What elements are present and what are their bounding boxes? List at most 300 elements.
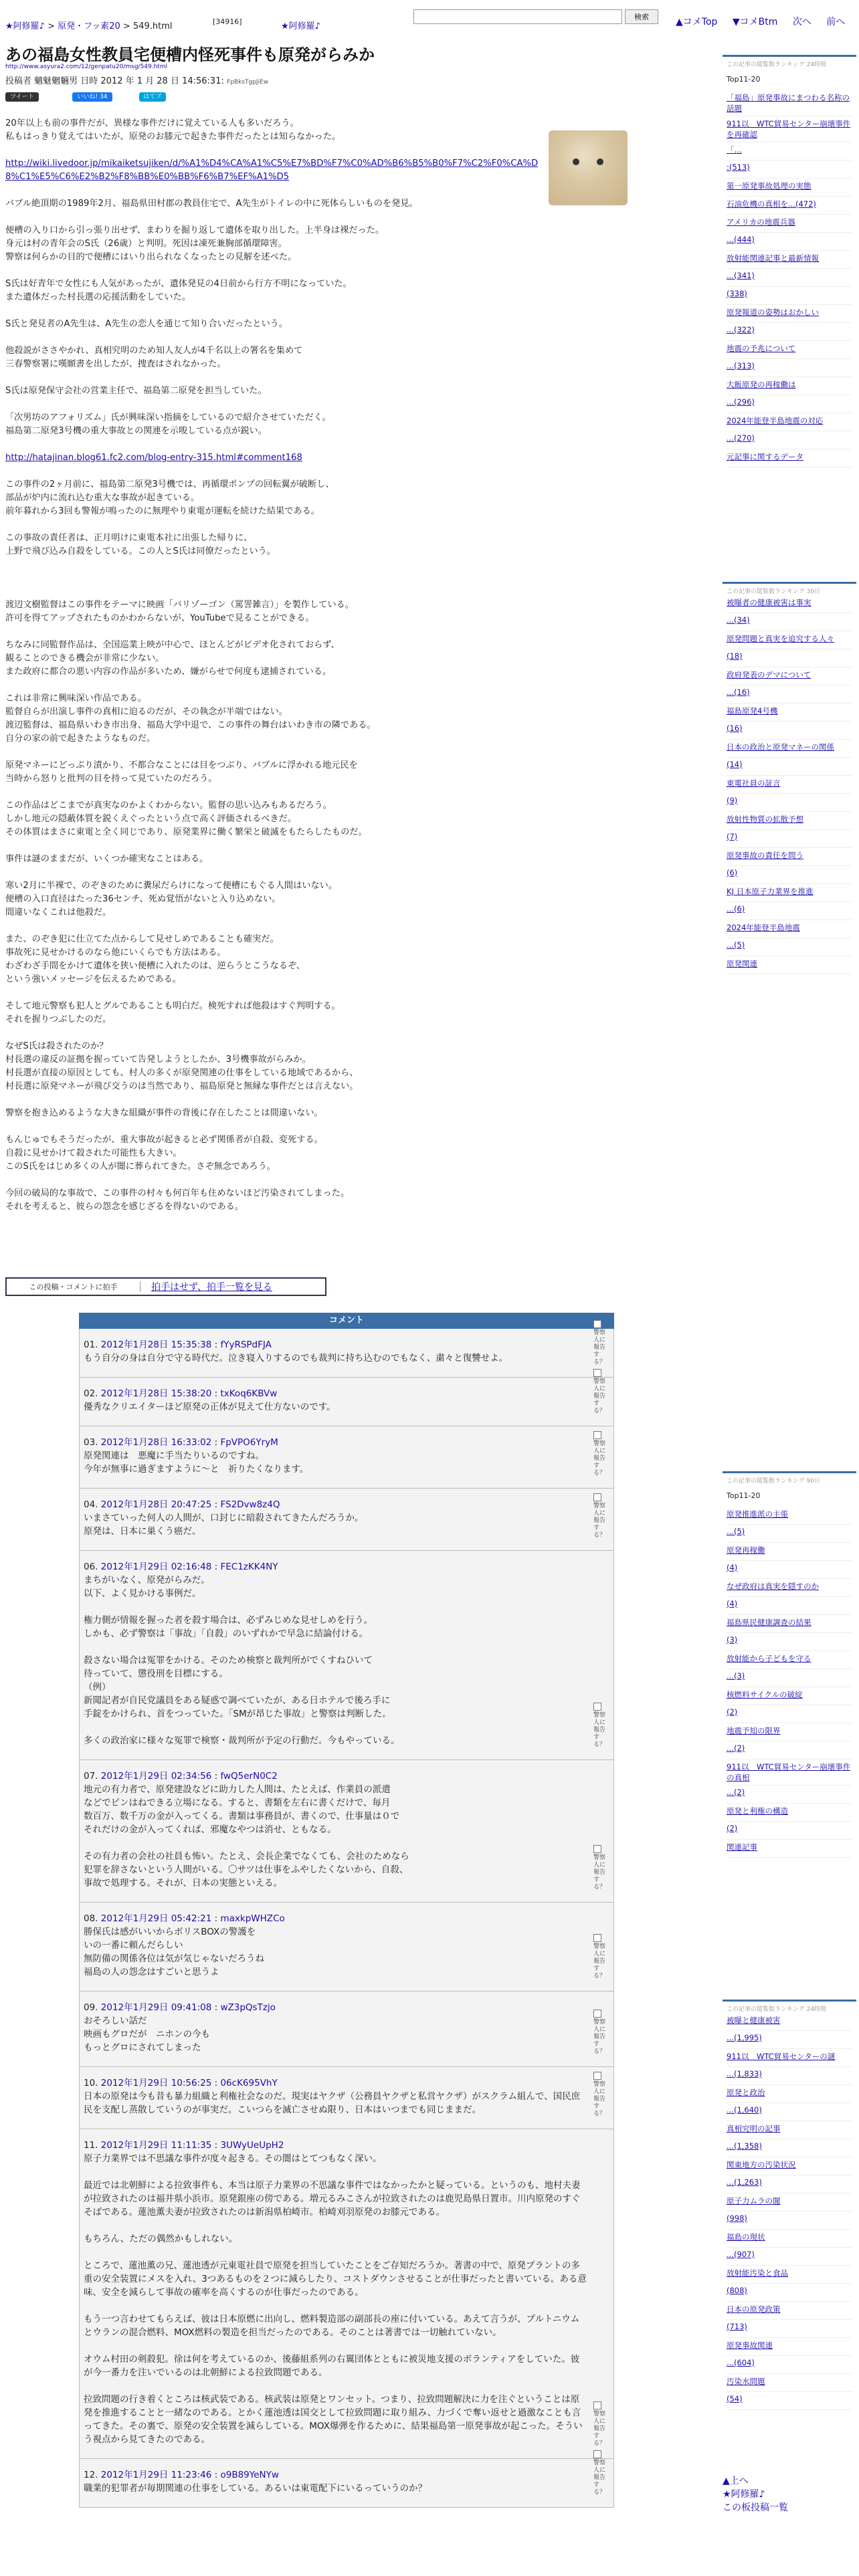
ranking-item[interactable] [727, 956, 852, 974]
ranking-item-link[interactable]: 日本の政治と原発マネーの関係 [727, 742, 834, 752]
ranking-item-link[interactable]: (7) [727, 832, 738, 841]
ranking-item-link[interactable]: ...(16) [727, 687, 750, 697]
comment-body: まちがいなく、原発がらみだ。 以下、よく見かける事例だ。 権力側が情報を握った者を殺す場合は、必ずみじめな見せしめを行う。 しかも、必ず警察は「事故」「自殺」のいずれかで早急に結論付ける。 殺さない場合は冤罪をかける。そのため検察と裁判所がでくすねひいて 待っていて、懲役刑を目標にする。 （例） 新聞記者が自民党議員をある疑惑で調べていたが、ある日ホテルで後ろ手に 手錠をかけられ、首をつっていた。「SMが昂じた事故」と警察は判断した。 多くの政治家に様々な冤罪で検察・裁判所が予定の行動だ。今もやっている。 [84, 1575, 400, 1746]
ranking-item-link[interactable]: (9) [727, 796, 738, 805]
ranking-item-link[interactable]: 被曝と健康被害 [727, 2016, 781, 2025]
ranking-item-link[interactable]: (2) [727, 1707, 738, 1717]
ranking-item-link[interactable]: 放射能関連記事と最新情報 [727, 253, 819, 263]
ranking-item-link[interactable]: ...(5) [727, 1527, 745, 1536]
ranking-item-link[interactable]: ...(270) [727, 433, 755, 443]
breadcrumb-file: 549.html [132, 21, 173, 31]
report-control[interactable] [593, 1320, 611, 1366]
comment-date-link[interactable]: 2012年1月29日 11:11:35 [100, 2140, 212, 2151]
back-to-top-link[interactable]: ▲上へ [723, 2476, 749, 2486]
ranking-item[interactable] [727, 142, 852, 160]
ranking-item-link[interactable]: KJ 日本原子力業界を推進 [727, 887, 814, 896]
ranking-item-link[interactable]: 日本の原発政策 [727, 2304, 781, 2314]
footer-home-link[interactable]: ★阿修羅♪ [723, 2489, 765, 2500]
ranking-item[interactable] [727, 830, 852, 848]
illustration-eye-left [573, 158, 579, 165]
ranking-item[interactable] [727, 2031, 852, 2049]
ranking-item-link[interactable]: ...(341) [727, 271, 755, 280]
ranking-item[interactable] [727, 2175, 852, 2193]
ranking-item-link[interactable]: 放射性物質の拡散予想 [727, 815, 803, 824]
comment-author-id[interactable]: maxkpWHZCo [220, 1913, 285, 1924]
report-label: 警察人に報告する？ [593, 1943, 606, 1979]
ranking-item[interactable] [727, 2266, 852, 2284]
report-checkbox[interactable] [593, 1703, 601, 1711]
report-label: 警察人に報告する？ [593, 2460, 606, 2496]
breadcrumb: ★阿修羅♪ > 原発・フッ素20 > 549.html [5, 21, 173, 31]
report-checkbox[interactable] [593, 2072, 601, 2080]
ranking-item-link[interactable]: (338) [727, 289, 747, 298]
ranking-item-link[interactable]: ...(1,640) [727, 2105, 762, 2115]
comment-author-id[interactable]: wZ3pQsTzjo [220, 2002, 276, 2013]
ranking-caption: この記事の閲覧数ランキング 24時間 [727, 62, 827, 68]
comment-number: 10. [84, 2078, 98, 2088]
ranking-item[interactable] [727, 116, 852, 142]
ranking-item[interactable] [727, 2320, 852, 2338]
report-control[interactable] [593, 2450, 611, 2496]
comment-number: 06. [84, 1562, 98, 1572]
ranking-item[interactable] [727, 1651, 852, 1669]
report-checkbox[interactable] [593, 1320, 601, 1328]
ranking-item[interactable] [727, 685, 852, 704]
article-paragraph: もんじゅでもそうだったが、重大事故が起きると必ず関係者が自殺、変死する。 自殺に見せかけて殺された可能性も大きい。 このS氏をはじめ多くの人が闇に葬られてきた。さぞ無念であろう。 [5, 1135, 323, 1172]
report-control[interactable] [593, 2401, 611, 2448]
ranking-item[interactable] [727, 631, 852, 649]
ranking-item-link[interactable]: 福島の現状 [727, 2232, 765, 2242]
breadcrumb-board[interactable]: 原発・フッ素20 [58, 21, 120, 31]
comment-date-link[interactable]: 2012年1月28日 16:33:02 [100, 1437, 212, 1448]
ranking-item[interactable] [727, 233, 852, 251]
ranking-item[interactable] [727, 1741, 852, 1759]
ranking-item[interactable] [727, 722, 852, 740]
comment-author-id[interactable]: o9B89YeNYw [220, 2470, 279, 2480]
ranking-item-link[interactable]: :(513) [727, 163, 750, 172]
comment-body: 勝保氏は感がいいからボリスBOXの警護を いの一番に頼んだらしい 無防備の関係各位は気が気じゃないだろうね 福島の人の怨念はすごいと思うよ [84, 1927, 264, 1977]
ranking-item-link[interactable]: 「… [727, 145, 742, 154]
article-paragraph: 警察を抱き込めるような大きな組織が事件の背後に存在したことは間違いない。 [5, 1108, 323, 1118]
ranking-item-link[interactable]: 関連記事 [727, 1842, 757, 1852]
ranking-item[interactable] [727, 287, 852, 305]
ranking-item-link[interactable]: ...(1,995) [727, 2033, 762, 2042]
ranking-list [727, 2013, 852, 2410]
report-checkbox[interactable] [593, 1431, 601, 1439]
ranking-item-link[interactable]: ...(296) [727, 397, 755, 407]
ranking-item-link[interactable]: ...(5) [727, 940, 745, 950]
ranking-item[interactable] [727, 812, 852, 830]
comment-author-id[interactable]: 3UWyUeUpH2 [220, 2140, 284, 2151]
search-input[interactable] [413, 9, 622, 24]
report-label: 警察人に報告する？ [593, 1378, 606, 1414]
ranking-item-link[interactable]: 福島原発4号機 [727, 706, 778, 716]
ranking-item[interactable] [727, 2121, 852, 2139]
clap-box [5, 1277, 326, 1296]
ranking-item-link[interactable]: 911以 WTC貿易センター崩壊事件の真相 [727, 1762, 851, 1782]
ranking-item[interactable] [727, 2338, 852, 2356]
post-id: FpBksTgpJiEw [227, 79, 269, 86]
ranking-item[interactable] [727, 1840, 852, 1858]
comment [79, 2459, 614, 2508]
ranking-item-link[interactable]: 原発事故関連 [727, 2341, 773, 2350]
comment-header: 10. 2012年1月29日 10:56:25 : 06cK695VhY [84, 2078, 278, 2088]
comment-bottom-link[interactable]: ▼コメBtm [732, 17, 778, 27]
comment-body: 優秀なクリエイターほど原発の正体が見えて仕方ないのです。 [84, 1402, 336, 1412]
prev-link[interactable]: 前へ [826, 17, 846, 27]
comment-header: 09. 2012年1月29日 09:41:08 : wZ3pQsTzjo [84, 2002, 276, 2013]
ranking-item-link[interactable]: ...(1,263) [727, 2177, 762, 2187]
ranking-item[interactable] [727, 2248, 852, 2266]
comment-body: 日本の原発は今も昔も暴力組織と利権社会なのだ。現実はヤクザ（公務員ヤクザと私営ヤクザ）がスクラム組んで、国民庶民を支配し蒸散していうのが事実だ。こいつらを滅亡させぬ限り、日本はいつまでも同じままだ。 [84, 2091, 581, 2115]
comment-author-id[interactable]: FEC1zKK4NY [220, 1562, 278, 1572]
report-control[interactable] [593, 1934, 611, 1980]
article-link[interactable]: http://hatajinan.blog61.fc2.com/blog-entry-315.html#comment168 [5, 453, 302, 463]
ranking-item[interactable] [727, 1804, 852, 1822]
ranking-item[interactable] [727, 884, 852, 902]
ranking-item-link[interactable]: (808) [727, 2286, 747, 2295]
ranking-item[interactable] [727, 667, 852, 685]
ranking-item[interactable] [727, 938, 852, 956]
article-paragraph: 原発マネーにどっぷり漬かり、不都合なことには目をつぶり、バブルに浮かれる地元民を 当時から怒りと批判の目を持って見ていたのだろう。 [5, 760, 358, 784]
report-control[interactable] [593, 2010, 611, 2056]
ranking-item[interactable] [727, 2067, 852, 2085]
sidebar-ranking-block [723, 2000, 856, 2413]
article-paragraph: 他殺説がささやかれ、真相究明のため知人友人が4千名以上の署名を集めて 三春警察署に嘆願書を出したが、捜査はされなかった。 [5, 346, 303, 369]
ranking-item[interactable] [727, 197, 852, 215]
clap-label[interactable]: この投稿・コメントに拍手 [7, 1281, 140, 1292]
like-button[interactable]: いいね! 34 [72, 92, 112, 102]
ranking-item[interactable] [727, 2230, 852, 2248]
report-control[interactable] [593, 1431, 611, 1477]
comment-date-link[interactable]: 2012年1月28日 15:35:38 [100, 1339, 212, 1350]
ranking-item[interactable] [727, 2193, 852, 2212]
ranking-item[interactable] [727, 2013, 852, 2031]
comment-body: 職業的犯罪者が毎期関連の仕事をしている。あるいは東電配下にいるっていうのか？ [84, 2483, 427, 2494]
article-paragraph: この事件の2ヶ月前に、福島第二原発3号機では、再循環ポンプの回転翼が破断し、 部品が炉内に流れ込む重大な事故が起きている。 前年暮れから3回も警報が鳴ったのに無理やり東電が運転を続けた結果である。 [5, 479, 335, 516]
ranking-item-link[interactable]: ...(907) [727, 2250, 755, 2259]
ranking-item[interactable] [727, 1687, 852, 1705]
report-label: 警察人に報告する？ [593, 1854, 606, 1891]
ranking-item[interactable] [727, 449, 852, 467]
ranking-item[interactable] [727, 2392, 852, 2410]
illustration-eye-right [597, 158, 603, 165]
ranking-item-link[interactable]: 911以 WTC貿易センターの謎 [727, 2052, 836, 2061]
ranking-item-link[interactable]: 原発問題と真実を追究する人々 [727, 634, 834, 643]
report-label: 警察人に報告する？ [593, 1440, 606, 1477]
ranking-item[interactable] [727, 920, 852, 938]
ranking-item[interactable] [727, 613, 852, 631]
ranking-item[interactable] [727, 1822, 852, 1840]
page-title: あの福島女性教員宅便槽内怪死事件も原発がらみか [5, 45, 375, 64]
ranking-item[interactable] [727, 1633, 852, 1651]
comment-number: 07. [84, 1771, 98, 1782]
board-list-link[interactable]: この板投稿一覧 [723, 2502, 788, 2513]
ranking-item-link[interactable]: 元記事に関するデータ [727, 452, 803, 461]
ranking-list [727, 90, 852, 467]
ranking-item-link[interactable]: ...(6) [727, 904, 745, 914]
ranking-item[interactable] [727, 90, 852, 116]
footer-links [723, 2474, 788, 2514]
ranking-item-link[interactable]: 被曝者の健康被害は事実 [727, 598, 812, 607]
comment-author-id[interactable]: 06cK695VhY [220, 2078, 278, 2088]
ranking-item[interactable] [727, 1615, 852, 1633]
comment-date-link[interactable]: 2012年1月29日 02:34:56 [100, 1771, 212, 1782]
ranking-item[interactable] [727, 2157, 852, 2175]
article-paragraph: これは非常に興味深い作品である。 監督自らが出演し事件の真相に迫るのだが、その執念が半端ではない。 渡辺監督は、福島県いわき市出身、福島大学中退で、この事件の舞台はいわき市の隣である。 自分の家の前で起きたようなものだ。 [5, 693, 376, 744]
ranking-caption: この記事の閲覧数ランキング 24時間 [727, 2006, 827, 2013]
ranking-item-link[interactable]: 原発推進派の主張 [727, 1509, 788, 1519]
comment [79, 1378, 614, 1426]
comment-body: いまさていった何人の人間が、口封じに暗殺されてきたんだろうか。 原発は、日本に巣くう癌だ。 [84, 1513, 364, 1537]
report-control[interactable] [593, 1369, 611, 1415]
comment-date-link[interactable]: 2012年1月29日 11:23:46 [100, 2470, 212, 2480]
article-paragraph: 寒い2月に半裸で、のぞきのために糞尿だらけになって便槽にもぐる人間はいない。 便槽の入口直径はたった36センチ、死ぬ覚悟がないと入り込めない。 間違いなくこれは他殺だ。 [5, 881, 338, 918]
ranking-item[interactable] [727, 1561, 852, 1579]
ranking-item-link[interactable]: 放射能から子どもを守る [727, 1654, 812, 1663]
report-control[interactable] [593, 2072, 611, 2118]
comment-date-link[interactable]: 2012年1月29日 09:41:08 [100, 2002, 212, 2013]
report-checkbox[interactable] [593, 1493, 601, 1501]
comment-body: 原子力業界では不思議な事件が度々起きる。その闇はとてつもなく深い。 最近では北朝鮮による拉致事件も、本当は原子力業界の不思議な事件ではなかったかと疑っている。というのも、地村夫妻が拉致されたのは福井県小浜市。原発銀座の傍である。増元るみこさんが拉致されたのは鹿児島県日置市。川内原発のすぐそばである。蓮池薫夫妻が拉致されたのは新潟県柏崎市。柏崎刈羽原発のお膝元である。 もちろん、ただの偶然かもしれない。 ところで、蓮池薫の兄、蓮池透が元東電社員で原発を担当していたことをご存知だろうか。著書の中で、原発プラントの多重の安全装置にメスを入れ、3つあるものを２つに減らしたり、コストダウンさせることが仕事だったと書いている。ある意味、安全を減らして事故の確率を高くするのが仕事だったのである。 もう一つ言わせてもらえば、彼は日本原燃に出向し、燃料製造部の副部長の座に付いている。あえて言うが、プルトニウムとウランの混合燃料、MOX燃料の製造を担当だったのである。そのことは著書では一切触れていない。 オウム村田の剣殺犯。徐は何を考えているのか、後藤組系列の右翼団体とともに被災地支援のボランティアをしていた。彼が今一番力を注いでいるのは北朝鮮による拉致問題である。 拉致問題の行き着くところは核武装である。核武装は原発とワンセット。つまり、拉致問題解決に力を注ぐということは原発を推進することと一緒なのである。とかく蓮池透は国交として拉致問題に取り組み、力づくで奪い返せと過激なことも言ってきた。その裏で、原発の安全装置を減らしている。MOX爆弾を作るために、結果福島第一原発事故が起こった。そういう視点から見てきたのである。 [84, 2153, 587, 2445]
ranking-item-link[interactable]: 原発再稼働 [727, 1545, 765, 1555]
ranking-item[interactable] [727, 2284, 852, 2302]
ranking-item-link[interactable]: ...(2) [727, 1788, 745, 1797]
ranking-item[interactable] [727, 2374, 852, 2392]
comment-number: 02. [84, 1388, 98, 1399]
ranking-item-link[interactable]: (54) [727, 2394, 743, 2403]
search-form [413, 9, 649, 24]
ranking-item-link[interactable]: ...(1,358) [727, 2141, 762, 2151]
ranking-item[interactable] [727, 1786, 852, 1804]
ranking-item-link[interactable]: 地震の予兆について [727, 344, 796, 353]
ranking-item-link[interactable]: 911以 WTC貿易センター崩壊事件を再確認 [727, 119, 851, 139]
report-checkbox[interactable] [593, 1845, 601, 1853]
ranking-item-link[interactable]: (4) [727, 1599, 738, 1608]
comment [79, 2129, 614, 2459]
ranking-item[interactable] [727, 848, 852, 866]
article-paragraph: 今回の破局的な事故で、この事件の村々も何百年も住めないほど汚染されてしまった。 それを考えると、彼らの怨念を感じざるを得ないのである。 [5, 1188, 350, 1212]
report-checkbox[interactable] [593, 1934, 601, 1942]
ranking-item[interactable] [727, 1759, 852, 1786]
ranking-item-link[interactable]: 2024年能登半島地震 [727, 923, 800, 932]
comment-list [79, 1329, 614, 2508]
report-checkbox[interactable] [593, 1369, 601, 1377]
ranking-item[interactable] [727, 2139, 852, 2157]
ranking-item[interactable] [727, 1525, 852, 1543]
article-illustration [549, 130, 628, 205]
report-control[interactable] [593, 1845, 611, 1891]
ranking-item[interactable] [727, 323, 852, 341]
ranking-item-link[interactable]: (14) [727, 760, 743, 769]
article-paragraph: そして地元警察も犯人とグルであることも明白だ。検死すれば他殺はすぐ判明する。 それを握りつぶしたのだ。 [5, 1001, 341, 1025]
ranking-item-link[interactable]: (6) [727, 868, 738, 877]
comment-date-link[interactable]: 2012年1月28日 20:47:25 [100, 1499, 212, 1510]
ranking-item-link[interactable]: (18) [727, 651, 743, 661]
ranking-item[interactable] [727, 2302, 852, 2320]
ranking-item[interactable] [727, 758, 852, 776]
comment-date-link[interactable]: 2012年1月29日 02:16:48 [100, 1562, 212, 1572]
comments-header: コメント [79, 1313, 614, 1329]
ranking-item-link[interactable]: 原発関連 [727, 959, 757, 968]
breadcrumb-home[interactable]: ★阿修羅♪ [5, 21, 45, 31]
next-link[interactable]: 次へ [792, 17, 812, 27]
ranking-item-link[interactable]: 「福島」原発事故にまつわる名称の話題 [727, 93, 850, 113]
ranking-item-link[interactable]: ...(3) [727, 1671, 745, 1681]
article-paragraph: 事件は謎のままだが、いくつか確実なことはある。 [5, 854, 209, 864]
ranking-item[interactable] [727, 395, 852, 413]
report-label: 警察人に報告する？ [593, 2019, 606, 2055]
ranking-item[interactable] [727, 794, 852, 812]
comment-header: 08. 2012年1月29日 05:42:21 : maxkpWHZCo [84, 1913, 285, 1924]
search-button[interactable]: 検索 [625, 9, 658, 24]
ranking-item-link[interactable]: 核燃料サイクルの破綻 [727, 1690, 803, 1699]
home-link[interactable]: ★阿修羅♪ [281, 21, 320, 31]
ranking-item[interactable] [727, 305, 852, 323]
comment-date-link[interactable]: 2012年1月29日 05:42:21 [100, 1913, 212, 1924]
ranking-item-link[interactable]: 原発事故の責任を問う [727, 851, 803, 860]
ranking-title: Top11-20 [727, 75, 761, 84]
report-checkbox[interactable] [593, 2450, 601, 2458]
ranking-item-link[interactable]: なぜ政府は真実を隠すのか [727, 1582, 819, 1591]
ranking-item[interactable] [727, 866, 852, 884]
comment-body: おそろしい話だ 映画もグロだが ニホンの今も もっとグロにされてしまった [84, 2016, 210, 2053]
sidebar-ranking-block [723, 1471, 856, 1860]
hatena-button[interactable]: はてブ [139, 92, 166, 102]
ranking-item[interactable] [727, 649, 852, 667]
report-checkbox[interactable] [593, 2401, 601, 2409]
comment-author-id[interactable]: txKoq6KBVw [220, 1388, 278, 1399]
comment-header: 01. 2012年1月28日 15:35:38 : fYyRSPdFJA [84, 1339, 272, 1350]
ranking-item-link[interactable]: 関東地方の汚染状況 [727, 2160, 796, 2169]
ranking-item-link[interactable]: (3) [727, 1635, 738, 1644]
ranking-item-link[interactable]: アメリカの地震兵器 [727, 217, 795, 227]
clap-list-link[interactable]: 拍手はせず、拍手一覧を見る [151, 1282, 272, 1293]
article-paragraph: 20年以上も前の事件だが、異様な事件だけに覚えている人も多いだろう。 私もはっきり覚えてはいたが、原発のお膝元で起きた事件だったとは知らなかった。 [5, 118, 341, 142]
comment-author-id[interactable]: fwQ5erN0C2 [220, 1771, 278, 1782]
comment-number: 04. [84, 1499, 98, 1510]
ranking-item[interactable] [727, 740, 852, 758]
ranking-item[interactable] [727, 1705, 852, 1723]
ranking-item-link[interactable]: ...(34) [727, 615, 750, 625]
ranking-item-link[interactable]: (4) [727, 1563, 738, 1572]
ranking-item-link[interactable]: (713) [727, 2322, 747, 2331]
article-link[interactable]: http://wiki.livedoor.jp/mikaiketsujiken/d/%A1%D4%CA%A1%C5%E7%BD%F7%C0%AD%B6%B5%B0%F7%C2%F0%CA%D8%C1%E5%C6%E2%B2%F8%BB%E0%BB%F6%B7%EF%A1%D5 [5, 158, 539, 182]
ranking-item[interactable] [727, 377, 852, 395]
comment-top-link[interactable]: ▲コメTop [676, 17, 718, 27]
ranking-item-link[interactable]: (2) [727, 1824, 738, 1833]
comment [79, 1426, 614, 1489]
report-checkbox[interactable] [593, 2010, 601, 2018]
ranking-item-link[interactable]: (16) [727, 724, 743, 733]
comment-header: 02. 2012年1月28日 15:38:20 : txKoq6KBVw [84, 1388, 278, 1399]
comment-body: もう自分の身は自分で守る時代だ。泣き寝入りするのでも裁判に持ち込むのでもなく、粛々と復讐せよ。 [84, 1353, 508, 1364]
ranking-item-link[interactable]: 東電社員の証言 [727, 778, 781, 788]
ranking-item[interactable] [727, 2212, 852, 2230]
ranking-item-link[interactable]: 原発報道の姿勢はおかしい [727, 308, 819, 317]
ranking-item-link[interactable]: 福島県民健康調査の結果 [727, 1618, 812, 1627]
ranking-item[interactable] [727, 595, 852, 613]
ranking-item-link[interactable]: 放射能汚染と食品 [727, 2268, 788, 2278]
comment-date-link[interactable]: 2012年1月28日 15:38:20 [100, 1388, 212, 1399]
report-label: 警察人に報告する？ [593, 1712, 606, 1748]
ranking-item-link[interactable]: 原発と利権の構造 [727, 1806, 788, 1816]
tweet-button[interactable]: ツイート [5, 92, 39, 102]
ranking-list [727, 595, 852, 974]
ranking-item-link[interactable]: 大飯原発の再稼働は [727, 380, 796, 389]
report-control[interactable] [593, 1703, 611, 1749]
ranking-item[interactable] [727, 2049, 852, 2067]
article-paragraph: この作品はどこまでが真実なのかよくわからない。監督の思い込みもあるだろう。 しかし地元の隠蔽体質を鋭くえぐったという点で高く評価されるべきだ。 その体質はまさに東電と全く同じであり、原発業界に働く繁栄と破滅をもたらしたものだ。 [5, 800, 367, 837]
ranking-item[interactable] [727, 215, 852, 233]
ranking-item-link[interactable]: ...(322) [727, 325, 755, 334]
ranking-item[interactable] [727, 1579, 852, 1597]
ranking-item[interactable] [727, 251, 852, 269]
article-paragraph: また、のぞき犯に仕立てた点からして見せしめであることも確実だ。 事故死に見せかけるのなら他にいくらでも方法はある。 わざわざ手間をかけて遺体を狭い便槽に入れたのは、逆らうとこうなるぞ、 という強いメッセージを伝えるためである。 [5, 934, 306, 984]
ranking-item[interactable] [727, 1543, 852, 1561]
ranking-item-link[interactable]: ...(313) [727, 361, 755, 370]
ranking-item[interactable] [727, 902, 852, 920]
article-paragraph: S氏は原発保守会社の営業主任で、福島第二原発を担当していた。 [5, 386, 267, 396]
ranking-item[interactable] [727, 341, 852, 359]
ranking-item[interactable] [727, 704, 852, 722]
article-url[interactable]: http://www.asyura2.com/12/genpatu20/msg/549.html [5, 64, 168, 70]
ranking-item-link[interactable]: 原子力ムラの闇 [727, 2196, 781, 2206]
ranking-item-link[interactable]: 政府発表のデマについて [727, 670, 812, 679]
ranking-item[interactable] [727, 2085, 852, 2103]
ranking-item[interactable] [727, 179, 852, 197]
comment-header: 06. 2012年1月29日 02:16:48 : FEC1zKK4NY [84, 1562, 278, 1572]
comment-author-id[interactable]: fYyRSPdFJA [220, 1339, 272, 1350]
ranking-item[interactable] [727, 776, 852, 794]
comment-author-id[interactable]: FS2Dvw8z4Q [220, 1499, 280, 1510]
comment [79, 1760, 614, 1903]
ranking-item[interactable] [727, 1597, 852, 1615]
ranking-item[interactable] [727, 413, 852, 431]
ranking-item-link[interactable]: 原発と政治 [727, 2088, 765, 2097]
ranking-item-link[interactable]: 第一原発事故処理の実態 [727, 181, 812, 191]
comment-date-link[interactable]: 2012年1月29日 10:56:25 [100, 2078, 212, 2088]
ranking-item[interactable] [727, 1669, 852, 1687]
ranking-item-link[interactable]: ...(444) [727, 235, 755, 244]
ranking-item[interactable] [727, 269, 852, 287]
ranking-item-link[interactable]: (998) [727, 2214, 747, 2223]
ranking-item[interactable] [727, 2103, 852, 2121]
ranking-item-link[interactable]: 石油危機の真相を...(472) [727, 199, 816, 209]
ranking-item-link[interactable]: ...(604) [727, 2358, 755, 2367]
ranking-item-link[interactable]: 地震予知の限界 [727, 1726, 781, 1735]
ranking-item-link[interactable]: ...(1,833) [727, 2069, 762, 2078]
post-meta-text: 投稿者 魑魅魍魎男 日時 2012 年 1 月 28 日 14:56:31: [5, 76, 224, 86]
ranking-item[interactable] [727, 1507, 852, 1525]
article-paragraph: なぜS氏は殺されたのか？ 村長選の違反の証拠を握っていて告発しようとしたか、3号機事故がらみか。 村長選が直接の原因としても、村人の多くが原発関連の仕事をしている地域であるから、 村長選に原発マネーが飛び交うのは当然であり、福島原発と無縁な事件だとは言えない。 [5, 1041, 359, 1091]
report-control[interactable] [593, 1493, 611, 1539]
ranking-item-link[interactable]: 真相究明の記事 [727, 2124, 781, 2133]
ranking-item[interactable] [727, 431, 852, 449]
ranking-item-link[interactable]: 汚染水問題 [727, 2377, 765, 2386]
sidebar-ranking-block [723, 55, 856, 470]
report-label: 警察人に報告する？ [593, 1503, 606, 1539]
comment-body: 原発関連は 悪魔に手当たりいるのですね。 今年が無事に過ぎますように〜と 祈りたくなります。 [84, 1451, 309, 1475]
ranking-item[interactable] [727, 160, 852, 179]
ranking-item[interactable] [727, 359, 852, 377]
ranking-item-link[interactable]: 2024年能登半島地震の対応 [727, 416, 824, 425]
comment-author-id[interactable]: FpVPO6YryM [220, 1437, 278, 1448]
ranking-item[interactable] [727, 2356, 852, 2374]
ranking-item-link[interactable]: ...(2) [727, 1743, 745, 1753]
article-paragraph [5, 572, 547, 585]
ranking-item[interactable] [727, 1723, 852, 1741]
